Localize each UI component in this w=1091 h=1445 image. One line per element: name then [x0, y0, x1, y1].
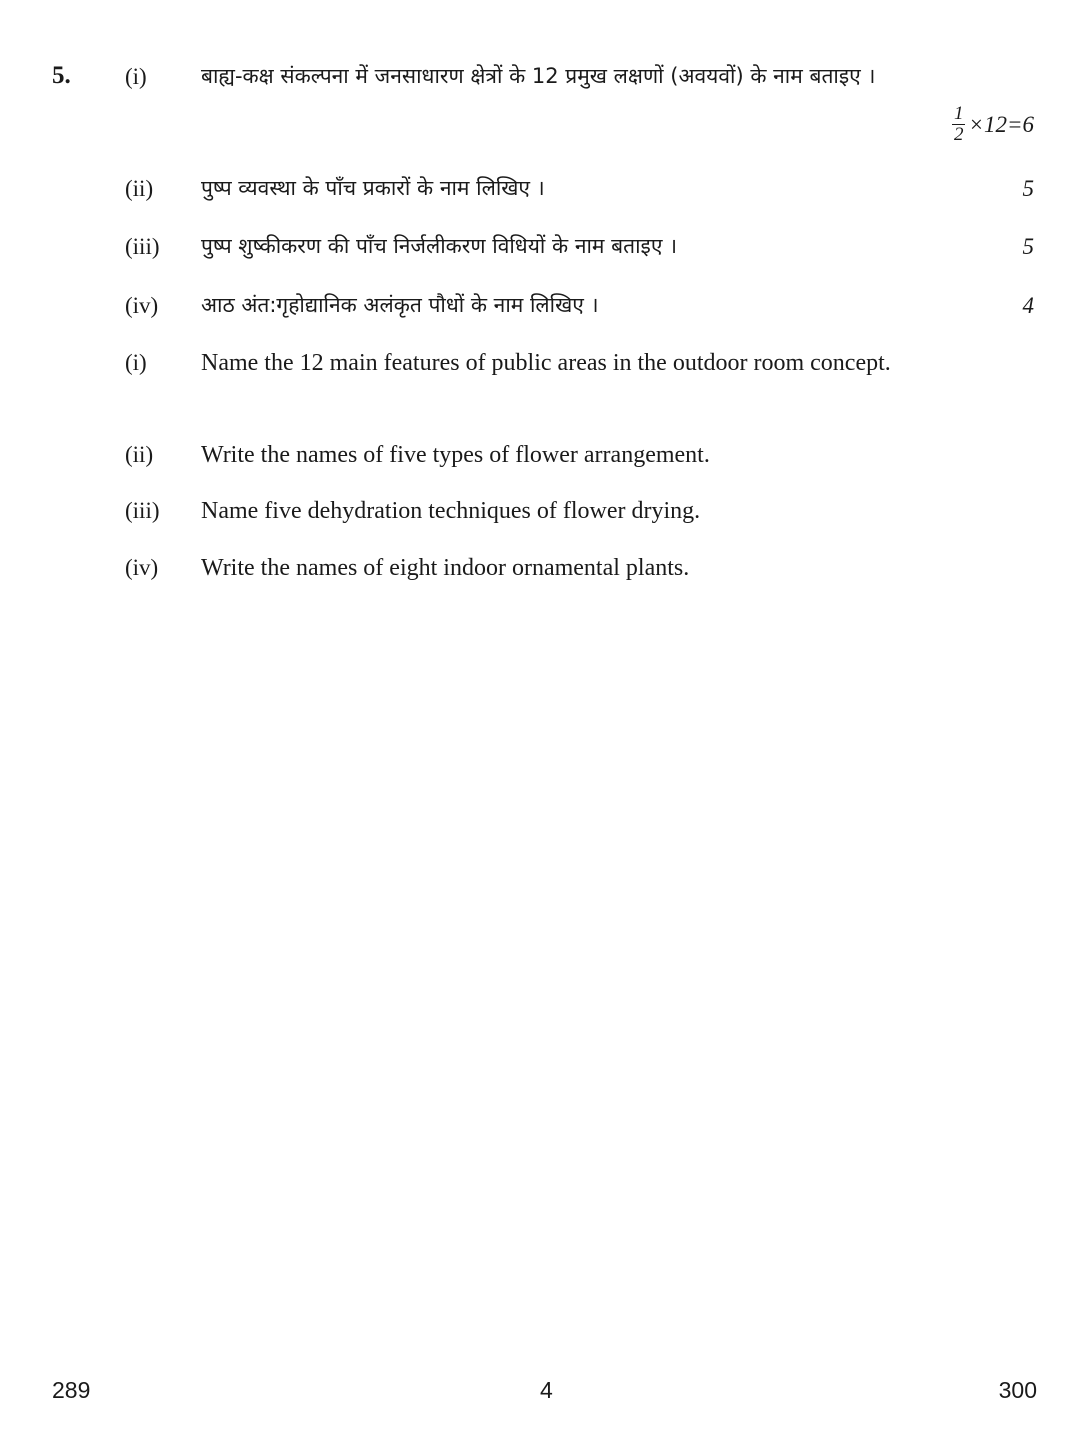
marks-part-iv: 4 [1022, 293, 1034, 318]
fraction-numerator: 1 [953, 103, 964, 124]
english-part-ii-text: Write the names of five types of flower arrangement. [201, 442, 710, 468]
english-part-iv-label: (iv) [125, 555, 159, 580]
hindi-part-iii-text: पुष्प शुष्कीकरण की पाँच निर्जलीकरण विधियों के नाम बताइए । [201, 234, 678, 258]
hindi-part-ii-label: (ii) [125, 176, 154, 201]
question-number: 5. [52, 62, 71, 89]
hindi-part-i-text: बाह्य-कक्ष संकल्पना में जनसाधारण क्षेत्रों के 12 प्रमुख लक्षणों (अवयवों) के नाम बताइए । [201, 64, 876, 88]
hindi-part-iv-text: आठ अंत:गृहोद्यानिक अलंकृत पौधों के नाम लिखिए । [201, 293, 599, 317]
marks-part-ii: 5 [1022, 176, 1034, 201]
marks-part-i [952, 104, 1034, 145]
footer-paper-code: 289 [52, 1377, 91, 1403]
english-part-ii-label: (ii) [125, 442, 154, 467]
hindi-part-i-label: (i) [125, 64, 147, 89]
english-part-iv-text: Write the names of eight indoor ornamental plants. [201, 555, 690, 581]
english-part-i-text: Name the 12 main features of public areas in the outdoor room concept. [201, 350, 891, 376]
hindi-part-ii-text: पुष्प व्यवस्था के पाँच प्रकारों के नाम लिखिए । [201, 176, 545, 200]
fraction-denominator: 2 [953, 124, 964, 145]
english-part-iii-label: (iii) [125, 498, 160, 523]
marks-multiplier: ×12=6 [968, 111, 1034, 137]
footer-page-number: 4 [540, 1377, 553, 1403]
hindi-part-iii-label: (iii) [125, 234, 160, 259]
footer-series-code: 300 [998, 1377, 1037, 1403]
english-part-i-label: (i) [125, 350, 147, 375]
marks-part-iii: 5 [1022, 234, 1034, 259]
english-part-iii-text: Name five dehydration techniques of flower drying. [201, 498, 701, 524]
fraction [952, 104, 966, 145]
hindi-part-iv-label: (iv) [125, 293, 159, 318]
